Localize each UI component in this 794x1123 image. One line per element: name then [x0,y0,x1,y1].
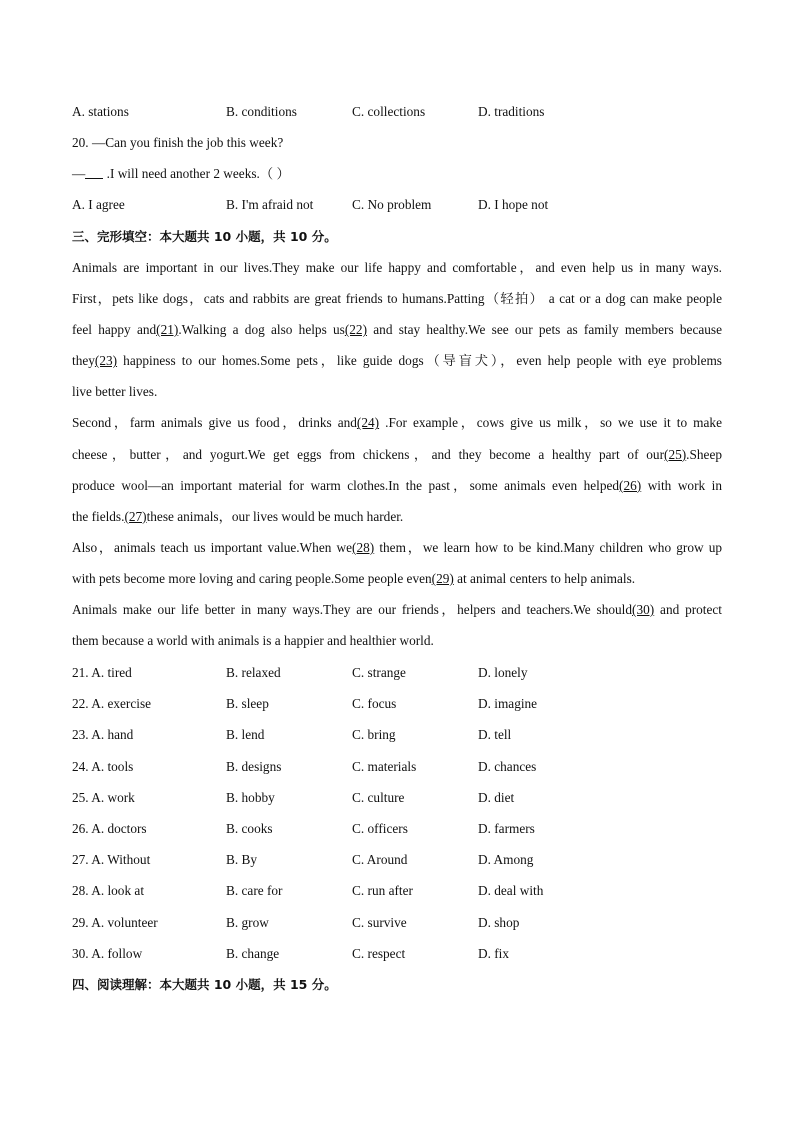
blank-26: (26) [619,477,642,493]
passage-line [72,501,722,532]
question-option: D. shop [478,914,520,930]
passage-text: with work in [641,477,722,493]
question-row [72,758,632,776]
passage-line [72,439,722,470]
passage-text: Animals make our life better in many ways.They are our friends，helpers and teachers.We should [72,602,633,618]
question-option: 25. A. work [72,789,135,805]
question-row [72,726,632,744]
q20-reply-text: .I will need another 2 weeks.（ ） [103,166,290,181]
question-row [72,789,632,807]
question-option: D. Among [478,852,534,868]
question-option: B. By [226,852,258,868]
question-option: D. farmers [478,821,535,836]
question-row [72,914,632,932]
question-option: B. hobby [226,789,275,805]
section-4-heading: 四、阅读理解：本大题共 10 小题，共 15 分。 [72,977,337,992]
question-row [72,851,632,869]
q19-option-d: D. traditions [478,104,545,119]
passage-line [72,283,722,314]
passage-text: them because a world with animals is a happier and healthier world. [72,633,434,649]
blank-23: (23) [94,353,118,369]
question-option: C. run after [352,883,413,899]
passage-line [72,625,722,656]
question-row [72,695,632,713]
q20-option-a: A. I agree [72,197,125,212]
question-option: B. relaxed [226,665,281,680]
question-option: B. grow [226,914,269,930]
question-option: 28. A. look at [72,883,145,899]
question-option: C. bring [352,727,396,743]
q20-reply [72,165,290,183]
q20-option-d: D. I hope not [478,197,549,212]
passage-text: they [72,353,95,369]
passage-text: and protect [654,602,723,618]
blank-22: (22) [344,322,367,338]
q20-reply-dash: — [72,166,86,181]
question-option: 30. A. follow [72,945,143,961]
passage-line [72,252,722,283]
question-row [72,664,632,682]
question-option: 24. A. tools [72,758,134,774]
passage-text: them，we learn how to be kind.Many children who grow up [374,539,722,555]
blank-25: (25) [664,446,687,462]
question-option: 23. A. hand [72,727,134,743]
question-option: D. chances [478,758,537,774]
question-row [72,882,632,900]
q20-answer-blank [85,166,103,179]
question-option: B. care for [226,883,283,899]
question-option: D. diet [478,789,515,805]
question-option: D. deal with [478,883,544,899]
passage-text: feel happy and [72,322,157,338]
question-option: D. tell [478,727,512,743]
passage-text: .Sheep [686,446,722,462]
passage-text: Animals are important in our lives.They make our life happy and comfortable，and even help us in many ways. [72,260,722,275]
question-option: D. lonely [478,665,528,680]
question-row [72,945,632,963]
question-option: 29. A. volunteer [72,914,158,930]
passage-line [72,532,722,563]
question-option: C. focus [352,696,397,712]
passage-text: and stay healthy.We see our pets as family members because [367,322,722,338]
passage-line [72,470,722,501]
passage-line [72,407,722,438]
question-option: B. sleep [226,696,269,712]
blank-21: (21) [156,322,179,338]
q19-option-b: B. conditions [226,104,297,119]
passage-text: Second，farm animals give us food，drinks and [72,415,357,431]
question-option: B. cooks [226,821,273,836]
question-option: 22. A. exercise [72,696,152,712]
passage-line [72,563,722,594]
passage-text: happiness to our homes.Some pets，like guide dogs（导盲犬），even help people with eye problems [117,353,722,369]
cloze-passage [72,252,722,656]
question-option: C. officers [352,821,408,836]
question-option: B. designs [226,758,282,774]
question-option: B. change [226,945,280,961]
passage-line [72,314,722,345]
passage-text: these animals，our lives would be much harder. [146,508,404,524]
q20-options [72,196,632,214]
question-row [72,820,632,838]
passage-text: First，pets like dogs，cats and rabbits are great friends to humans.Patting（轻拍） a cat or a dog can make people [72,291,722,307]
q20-option-b: B. I'm afraid not [226,197,314,212]
question-option: D. fix [478,945,510,961]
question-option: C. strange [352,665,406,680]
blank-28: (28) [352,539,375,555]
passage-text: at animal centers to help animals. [453,570,636,586]
question-option: C. respect [352,945,406,961]
q19-option-a: A. stations [72,104,129,119]
blank-24: (24) [356,415,380,431]
passage-text: cheese，butter，and yogurt.We get eggs from chickens，and they become a healthy part of our [72,446,665,462]
question-option: B. lend [226,727,265,743]
blank-30: (30) [632,602,655,618]
question-option: C. survive [352,914,407,930]
q20-option-c: C. No problem [352,197,432,212]
passage-line [72,345,722,376]
blank-29: (29) [431,570,454,586]
question-option: C. culture [352,789,405,805]
q20-stem: 20. —Can you finish the job this week? [72,135,284,150]
passage-text: the fields. [72,508,125,524]
passage-text: live better lives. [72,384,158,400]
blank-27: (27) [124,508,147,524]
passage-text: .For example，cows give us milk，so we use it to make [379,415,722,431]
question-option: 26. A. doctors [72,821,147,836]
q19-option-c: C. collections [352,104,426,119]
passage-text: produce wool—an important material for warm clothes.In the past，some animals even helped [72,477,620,493]
question-option: D. imagine [478,696,538,712]
passage-text: .Walking a dog also helps us [178,322,345,338]
question-option: 27. A. Without [72,852,151,868]
question-option: C. Around [352,852,408,868]
q19-options [72,103,632,121]
passage-line [72,594,722,625]
question-option: C. materials [352,758,417,774]
question-option: 21. A. tired [72,665,132,680]
section-3-heading: 三、完形填空：本大题共 10 小题，共 10 分。 [72,229,337,244]
passage-line [72,376,722,407]
passage-text: Also，animals teach us important value.When we [72,539,353,555]
passage-text: with pets become more loving and caring people.Some people even [72,570,432,586]
